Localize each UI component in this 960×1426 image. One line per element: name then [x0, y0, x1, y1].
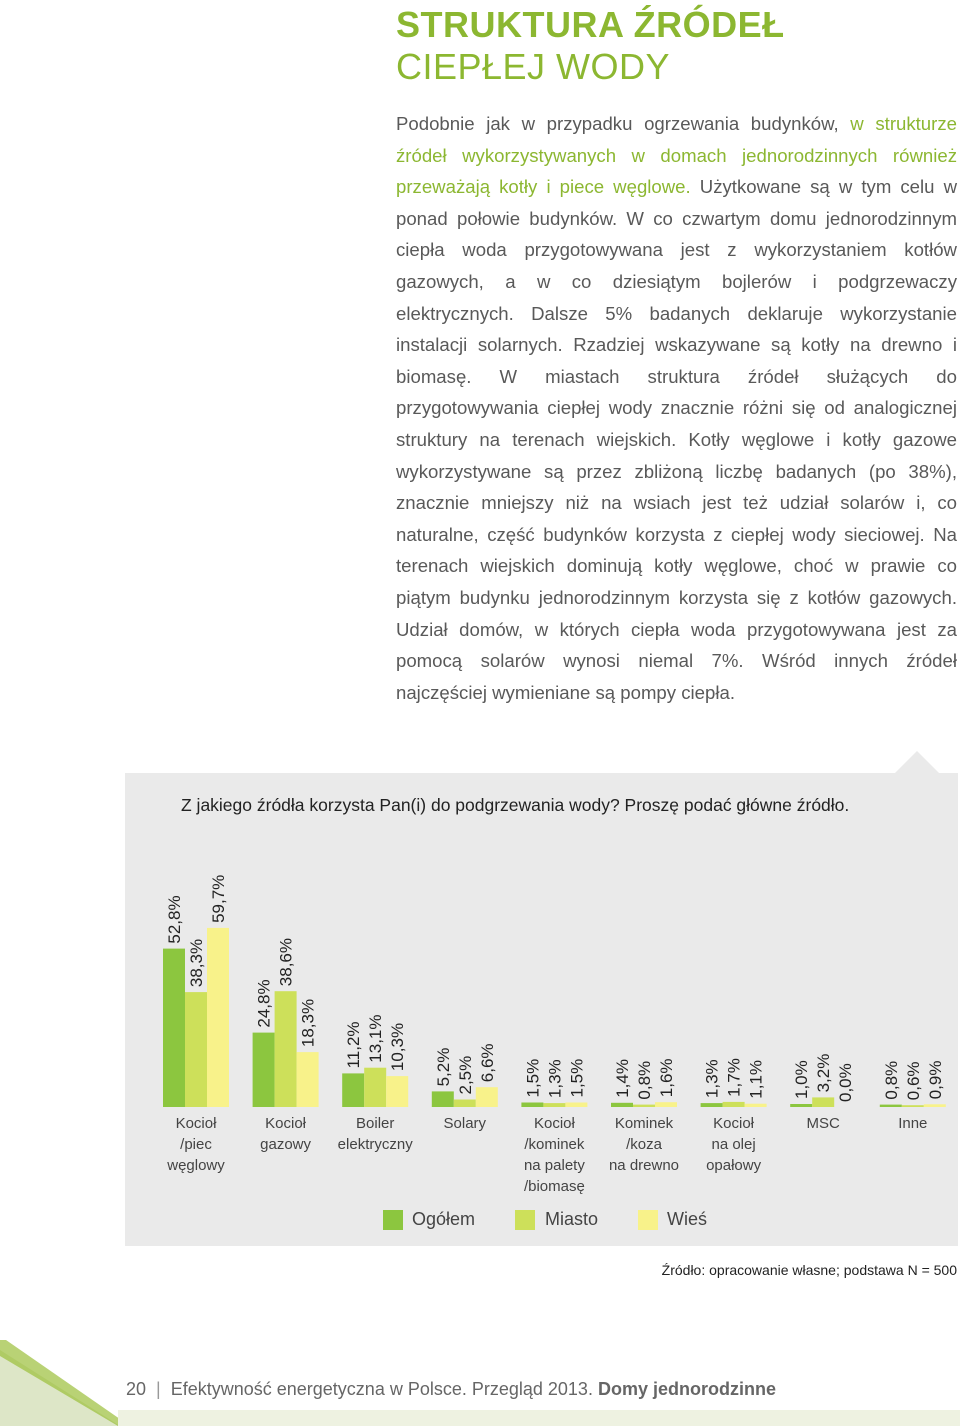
bar — [454, 1100, 476, 1108]
data-label: 5,2% — [433, 1047, 453, 1087]
data-label: 1,1% — [746, 1059, 766, 1099]
bar — [432, 1091, 454, 1107]
bar — [207, 928, 229, 1107]
page-number: 20 — [126, 1379, 147, 1399]
footer-section: Domy jednorodzinne — [597, 1379, 776, 1399]
bar — [342, 1073, 364, 1107]
category-label: na drewno — [608, 1157, 680, 1174]
data-label: 1,3% — [545, 1059, 565, 1099]
category-label: Kominek — [614, 1115, 674, 1132]
category-label: Boiler — [356, 1115, 395, 1132]
category-label: MSC — [806, 1115, 840, 1132]
category-label: /biomasę — [523, 1178, 585, 1195]
bar — [611, 1103, 633, 1107]
bar — [655, 1102, 677, 1107]
data-label: 1,5% — [523, 1058, 543, 1098]
data-label: 59,7% — [209, 874, 228, 923]
footer-separator: | — [156, 1379, 161, 1399]
bar — [924, 1104, 946, 1107]
category-label: Kocioł — [265, 1115, 307, 1132]
data-label: 0,0% — [836, 1063, 856, 1102]
category-label: Kocioł — [713, 1115, 755, 1132]
source-note: Źródło: opracowanie własne; podstawa N = 500 — [661, 1262, 957, 1278]
bar — [364, 1068, 386, 1107]
bar — [386, 1076, 408, 1107]
bar — [275, 991, 297, 1107]
category-label: elektryczny — [337, 1136, 413, 1153]
data-label: 1,6% — [657, 1058, 676, 1098]
data-label: 24,8% — [254, 979, 274, 1028]
category-label: /koza — [626, 1136, 662, 1153]
bar — [253, 1033, 275, 1107]
bar — [880, 1105, 902, 1107]
legend-swatch-wies — [638, 1210, 658, 1230]
legend-label-wies: Wieś — [667, 1209, 707, 1229]
footer-publication: Efektywność energetyczna w Polsce. Przegląd 2013. — [170, 1379, 593, 1399]
body-text-rest: Użytkowane są w tym celu w ponad połowie budynków. W co czwartym domu jednorodzinnym ciepła woda przygotowywana jest z wykorzystaniem kotłów gazowych, a w co dziesiątym bojlerów i podgrzewaczy elektrycznych. Dalsze 5% badanych deklaruje wykorzystanie instalacji solarnych. Rzadziej wskazywane są kotły na drewno i biomasę. W miastach struktura źródeł służących do przygotowywania ciepłej wody znacznie różni się od analogicznej struktury na terenach wiejskich. Kotły węglowe i kotły gazowe wykorzystywane są przez zbliżoną liczbę badanych (po 38%), znacznie mniejszy niż na wsiach jest też udział solarów i, co naturalne, część budynków korzysta z ciepłej wody sieciowej. Na terenach wiejskich dominują kotły węglowe, choć w prawie co piątym budynku jednorodzinnym korzysta się z kotłów gazowych. Udział domów, w których ciepła woda przygotowywana jest za pomocą solarów wynosi niemal 7%. Wśród innych źródeł najczęściej wymieniane są pompy ciepła. — [396, 176, 958, 703]
data-label: 52,8% — [165, 895, 184, 944]
data-label: 1,7% — [724, 1058, 744, 1097]
bar — [790, 1104, 812, 1107]
category-label: Kocioł — [533, 1115, 575, 1132]
bar — [745, 1104, 767, 1107]
data-label: 1,0% — [792, 1060, 812, 1099]
data-label: 6,6% — [477, 1043, 497, 1083]
data-label: 18,3% — [298, 998, 318, 1048]
bar — [297, 1052, 319, 1107]
legend-swatch-miasto — [515, 1210, 535, 1230]
bar — [723, 1102, 745, 1107]
body-text-intro: Podobnie jak w przypadku ogrzewania budynków, — [396, 113, 851, 134]
data-label: 3,2% — [814, 1053, 834, 1093]
legend-label-miasto: Miasto — [545, 1209, 599, 1229]
page-title: STRUKTURA ŹRÓDEŁ — [396, 4, 785, 45]
data-label: 0,8% — [881, 1060, 901, 1100]
data-label: 1,4% — [613, 1059, 632, 1098]
bar — [543, 1103, 565, 1107]
category-label: /piec — [180, 1136, 212, 1153]
category-label: na palety — [523, 1157, 585, 1174]
data-label: 11,2% — [344, 1021, 364, 1069]
bar — [812, 1097, 834, 1107]
bar — [476, 1087, 498, 1107]
data-label: 2,5% — [455, 1055, 475, 1095]
data-label: 1,3% — [702, 1059, 722, 1099]
category-label: Solary — [443, 1115, 487, 1132]
data-label: 0,9% — [925, 1060, 945, 1100]
category-label: węglowy — [167, 1157, 225, 1174]
data-label: 13,1% — [366, 1014, 386, 1063]
category-label: Kocioł — [175, 1115, 217, 1132]
page-subtitle: CIEPŁEJ WODY — [396, 46, 671, 87]
data-label: 0,8% — [635, 1060, 654, 1100]
category-label: gazowy — [260, 1136, 312, 1153]
bar — [163, 949, 185, 1107]
bar — [902, 1105, 924, 1107]
chart-question: Z jakiego źródła korzysta Pan(i) do podgrzewania wody? Proszę podać główne źródło. — [181, 795, 850, 815]
bar — [633, 1105, 655, 1107]
data-label: 38,6% — [276, 937, 296, 987]
legend-label-ogolem: Ogółem — [412, 1209, 476, 1229]
data-label: 38,3% — [187, 938, 206, 988]
bar — [565, 1103, 587, 1108]
data-label: 0,6% — [903, 1061, 923, 1101]
data-label: 1,5% — [567, 1058, 587, 1098]
bar — [521, 1103, 543, 1108]
bar — [185, 992, 207, 1107]
category-label: Inne — [898, 1115, 928, 1132]
data-label: 10,3% — [388, 1022, 408, 1072]
bar — [701, 1103, 723, 1107]
category-label: na olej — [711, 1136, 756, 1153]
legend-swatch-ogolem — [383, 1210, 403, 1230]
body-text-highlight: w strukturze źródeł wykorzystywanych w domach jednorodzinnych również przeważają kotły i piece węglowe. — [396, 113, 957, 198]
category-label: /kominek — [524, 1136, 585, 1153]
footer — [126, 1379, 776, 1400]
category-label: opałowy — [706, 1157, 762, 1174]
